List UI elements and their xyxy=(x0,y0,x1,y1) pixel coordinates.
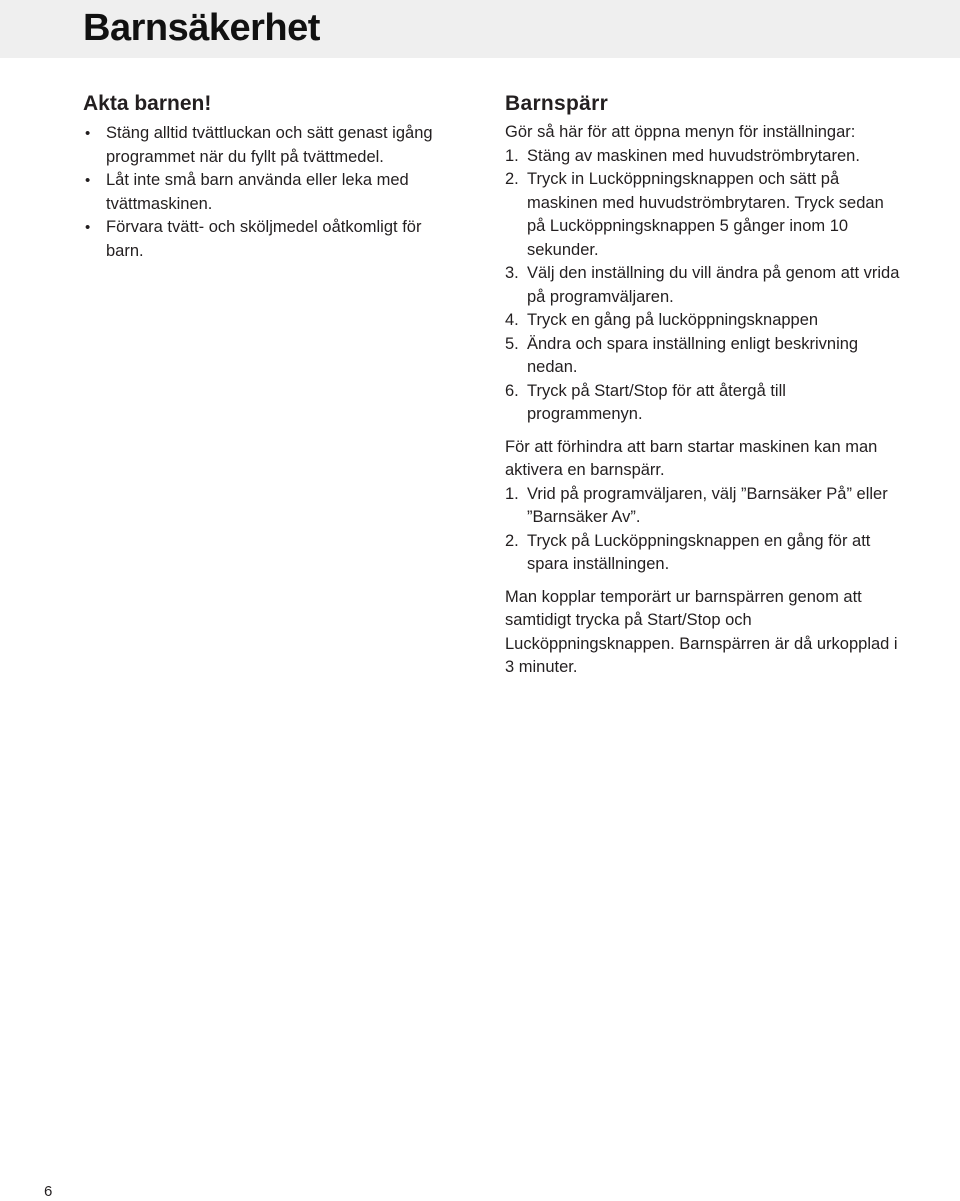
list-item xyxy=(505,530,905,577)
list-item xyxy=(83,169,463,216)
warning-section xyxy=(83,90,463,263)
temporary-note: Man kopplar temporärt ur barnspärren genom att samtidigt trycka på Start/Stop och Lucköppningsknappen. Barnspärren är då urkopplad i 3 minuter. xyxy=(505,587,898,676)
list-item xyxy=(505,262,905,309)
step-number: 1. xyxy=(505,484,519,503)
step-number: 5. xyxy=(505,334,519,353)
step-number: 6. xyxy=(505,381,519,400)
step-text: Stäng av maskinen med huvudströmbrytaren. xyxy=(527,146,860,165)
bullet-icon: • xyxy=(85,219,91,236)
step-number: 2. xyxy=(505,531,519,550)
step-number: 4. xyxy=(505,311,519,329)
list-item xyxy=(505,309,905,333)
step-text: Tryck in Lucköppningsknappen och sätt på maskinen med huvudströmbrytaren. Tryck sedan på Lucköppningsknappen 5 gånger inom 10 sekunder. xyxy=(527,170,884,259)
warning-list xyxy=(83,122,463,263)
menu-steps xyxy=(505,145,905,427)
step-number: 3. xyxy=(505,264,519,282)
list-item xyxy=(505,333,905,380)
list-item xyxy=(505,483,905,530)
spacer xyxy=(505,427,905,436)
step-number: 1. xyxy=(505,146,519,165)
step-text: Ändra och spara inställning enligt beskrivning nedan. xyxy=(527,334,859,376)
list-item xyxy=(83,216,463,263)
step-text: Välj den inställning du vill ändra på genom att vrida på programväljaren. xyxy=(527,264,900,306)
warning-heading: Akta barnen! xyxy=(83,92,212,115)
barnsparr-section xyxy=(505,90,905,680)
page-number: 6 xyxy=(44,1183,53,1200)
list-item xyxy=(505,168,905,262)
step-text: Tryck på Lucköppningsknappen en gång för att spara inställningen. xyxy=(527,531,871,573)
activate-steps xyxy=(505,483,905,577)
page-title: Barnsäkerhet xyxy=(83,7,320,49)
bullet-text: Förvara tvätt- och sköljmedel oåtkomligt för barn. xyxy=(106,218,422,260)
step-text: Tryck på Start/Stop för att återgå till programmenyn. xyxy=(527,381,786,423)
step-text: Vrid på programväljaren, välj ”Barnsäker På” eller ”Barnsäker Av”. xyxy=(527,484,888,526)
bullet-icon: • xyxy=(85,172,91,189)
list-item xyxy=(505,145,905,169)
spacer xyxy=(505,577,905,586)
list-item xyxy=(83,122,463,169)
section-heading: Barnspärr xyxy=(505,92,609,115)
list-item xyxy=(505,380,905,427)
menu-intro: Gör så här för att öppna menyn för inställningar: xyxy=(505,123,856,141)
bullet-text: Låt inte små barn använda eller leka med tvättmaskinen. xyxy=(106,171,409,213)
bullet-text: Stäng alltid tvättluckan och sätt genast igång programmet när du fyllt på tvättmedel. xyxy=(106,124,433,166)
activate-intro: För att förhindra att barn startar maskinen kan man aktivera en barnspärr. xyxy=(505,437,878,479)
step-number: 2. xyxy=(505,170,519,188)
bullet-icon: • xyxy=(85,125,91,142)
step-text: Tryck en gång på lucköppningsknappen xyxy=(527,311,819,329)
